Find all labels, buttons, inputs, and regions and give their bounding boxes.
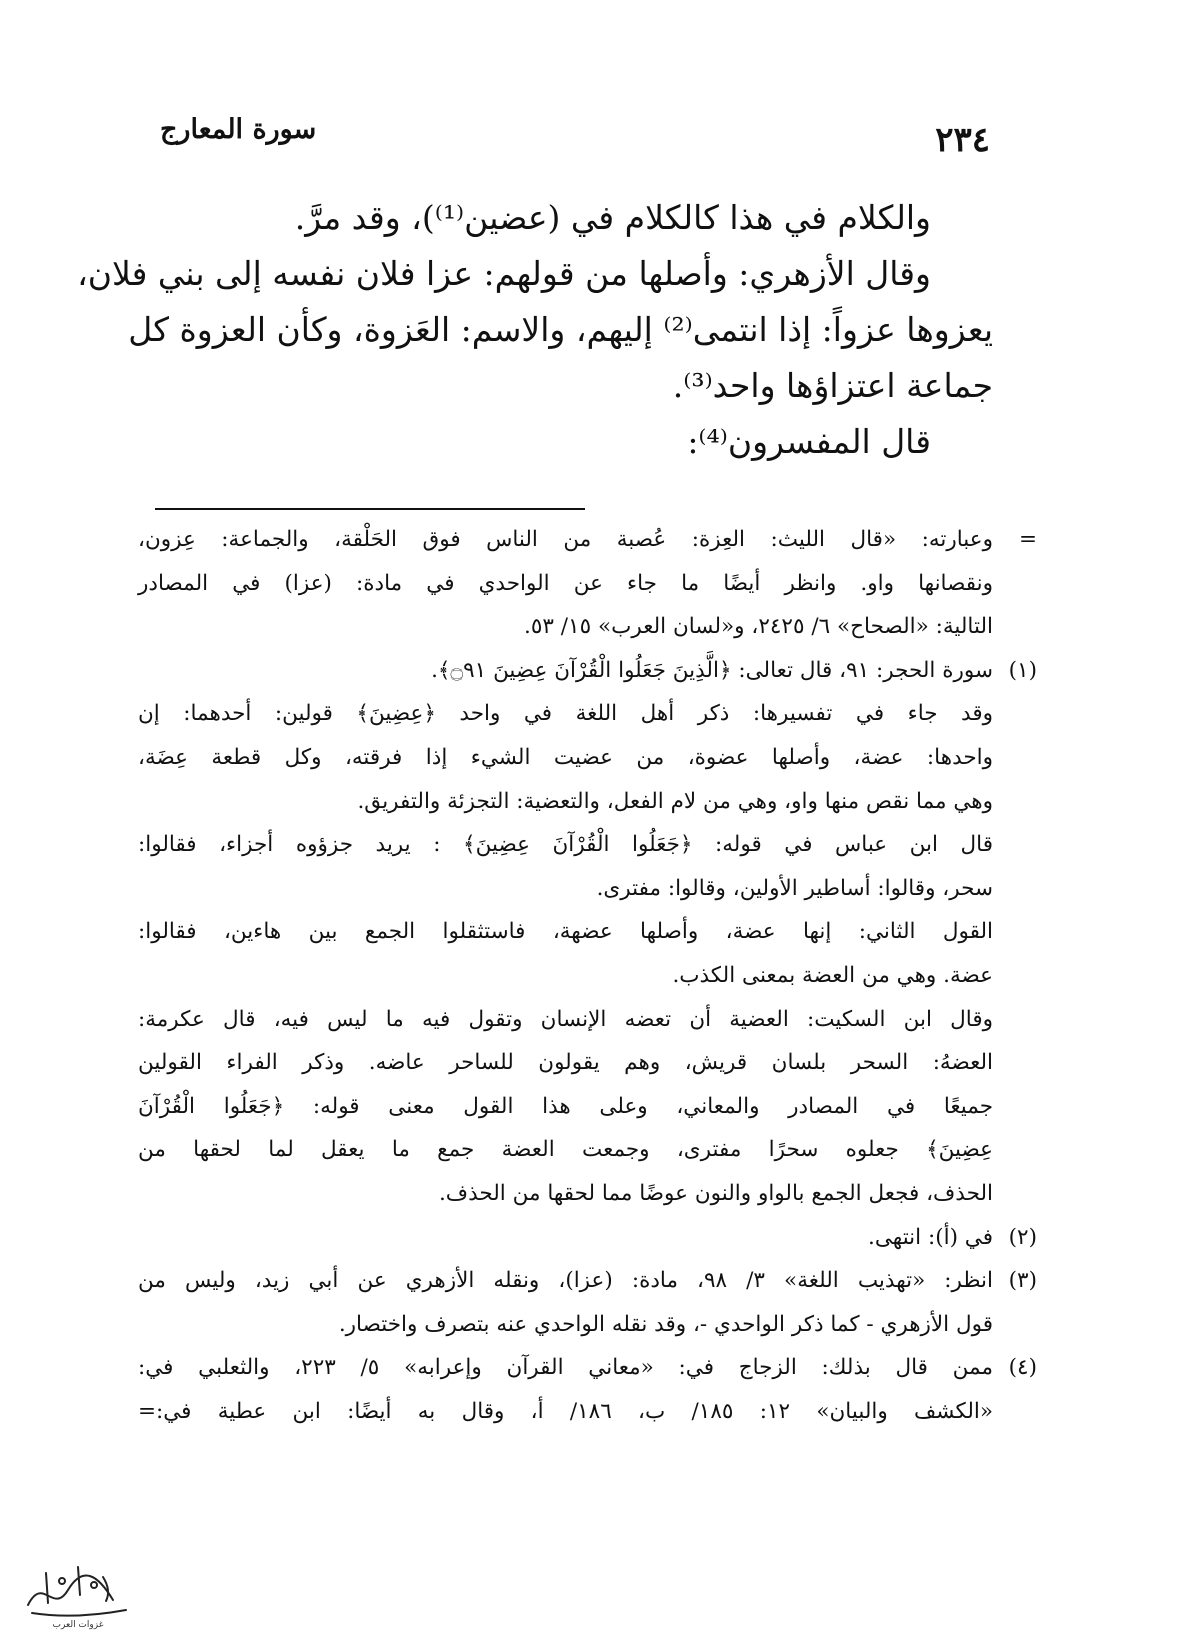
footnote-line (138, 1346, 1037, 1390)
footnote-line: واحدها: عضة، وأصلها عضوة، من عضيت الشيء إذا فرقته، وكل قطعة عِضَة، (138, 744, 993, 770)
footnote-divider (155, 508, 585, 510)
footnote-line: عضة. وهي من العضة بمعنى الكذب. (672, 962, 993, 988)
footnote-line: قول الأزهري - كما ذكر الواحدي -، وقد نقله الواحدي عنه بتصرف واختصار. (338, 1311, 993, 1337)
main-line: قال المفسرون⁽⁴⁾: (687, 422, 931, 461)
main-line: جماعة اعتزاؤها واحد⁽³⁾. (672, 366, 993, 405)
page-header (160, 110, 990, 160)
footnote-line: وقد جاء في تفسيرها: ذكر أهل اللغة في واحد ﴿عِضِينَ﴾ قولين: أحدهما: إن (138, 701, 993, 727)
footnote-line: القول الثاني: إنها عضة، وأصلها عضهة، فاستثقلوا الجمع بين هاءين، فقالوا: (138, 919, 993, 945)
footnote-line (138, 1259, 1037, 1303)
footnote-line: جميعًا في المصادر والمعاني، وعلى هذا القول معنى قوله: ﴿جَعَلُوا الْقُرْآنَ (138, 1093, 993, 1119)
continuation-marker: = (1018, 527, 1037, 552)
page-number: ٢٣٤ (935, 120, 990, 160)
footnote-line (138, 518, 1037, 562)
main-line: يعزوها عزواً: إذا انتمى⁽²⁾ إليهم، والاسم: العَزوة، وكأن العزوة كل (128, 310, 993, 349)
running-title: سورة المعارج (160, 114, 317, 145)
footnote-line: ونقصانها واو. وانظر أيضًا ما جاء عن الواحدي في مادة: (عزا) في المصادر (138, 570, 993, 596)
footnote-text: وعبارته: «قال الليث: العِزة: عُصبة من الناس فوق الحَلْقة، والجماعة: عِزون، (138, 527, 993, 552)
footnote-marker-1: (١) (1008, 657, 1037, 683)
footnote-line: قال ابن عباس في قوله: ﴿جَعَلُوا الْقُرْآنَ عِضِينَ﴾ : يريد جزؤوه أجزاء، فقالوا: (138, 832, 993, 858)
footnotes (138, 518, 1037, 1433)
footnote-line: وقال ابن السكيت: العضية أن تعضه الإنسان وتقول فيه ما ليس فيه، قال عكرمة: (138, 1006, 993, 1032)
main-line: والكلام في هذا كالكلام في (عضين⁽¹⁾)، وقد مرَّ. (294, 198, 931, 237)
footnote-marker-3: (٣) (1008, 1268, 1037, 1294)
footnote-text: انظر: «تهذيب اللغة» ٣/ ٩٨، مادة: (عزا)، ونقله الأزهري عن أبي زيد، وليس من (138, 1268, 994, 1294)
footnote-line: وهي مما نقص منها واو، وهي من لام الفعل، والتعضية: التجزئة والتفريق. (357, 788, 993, 814)
footnote-marker-4: (٤) (1008, 1355, 1037, 1381)
main-text (77, 190, 993, 470)
footnote-line: عِضِينَ﴾ جعلوه سحرًا مفترى، وجمعت العضة جمع ما يعقل لما لحقها من (138, 1137, 993, 1163)
footnote-text: سورة الحجر: ٩١، قال تعالى: ﴿الَّذِينَ جَعَلُوا الْقُرْآنَ عِضِينَ ۝٩١﴾. (431, 657, 993, 683)
footnote-line (138, 649, 1037, 693)
main-line: وقال الأزهري: وأصلها من قولهم: عزا فلان نفسه إلى بني فلان، (77, 254, 931, 293)
watermark-subtext: غزوات العرب (52, 1620, 104, 1630)
footnote-line: «الكشف والبيان» ١٢: ١٨٥/ ب، ١٨٦/ أ، وقال به أيضًا: ابن عطية في:= (138, 1398, 994, 1424)
footnote-line: الحذف، فجعل الجمع بالواو والنون عوضًا مما لحقها من الحذف. (438, 1180, 993, 1206)
footnote-text: ممن قال بذلك: الزجاج في: «معاني القرآن وإعرابه» ٥/ ٢٢٣، والثعلبي في: (138, 1355, 993, 1381)
watermark-logo (18, 1555, 138, 1633)
footnote-line: سحر، وقالوا: أساطير الأولين، وقالوا: مفترى. (596, 875, 993, 901)
footnote-line: العضهُ: السحر بلسان قريش، وهم يقولون للساحر عاضه. وذكر الفراء القولين (138, 1050, 993, 1076)
footnote-marker-2: (٢) (1008, 1224, 1037, 1250)
footnote-line: التالية: «الصحاح» ٦/ ٢٤٢٥، و«لسان العرب» ١٥/ ٥٣. (523, 614, 993, 640)
footnote-line (138, 1216, 1037, 1260)
footnote-text: في (أ): انتهى. (868, 1224, 993, 1250)
